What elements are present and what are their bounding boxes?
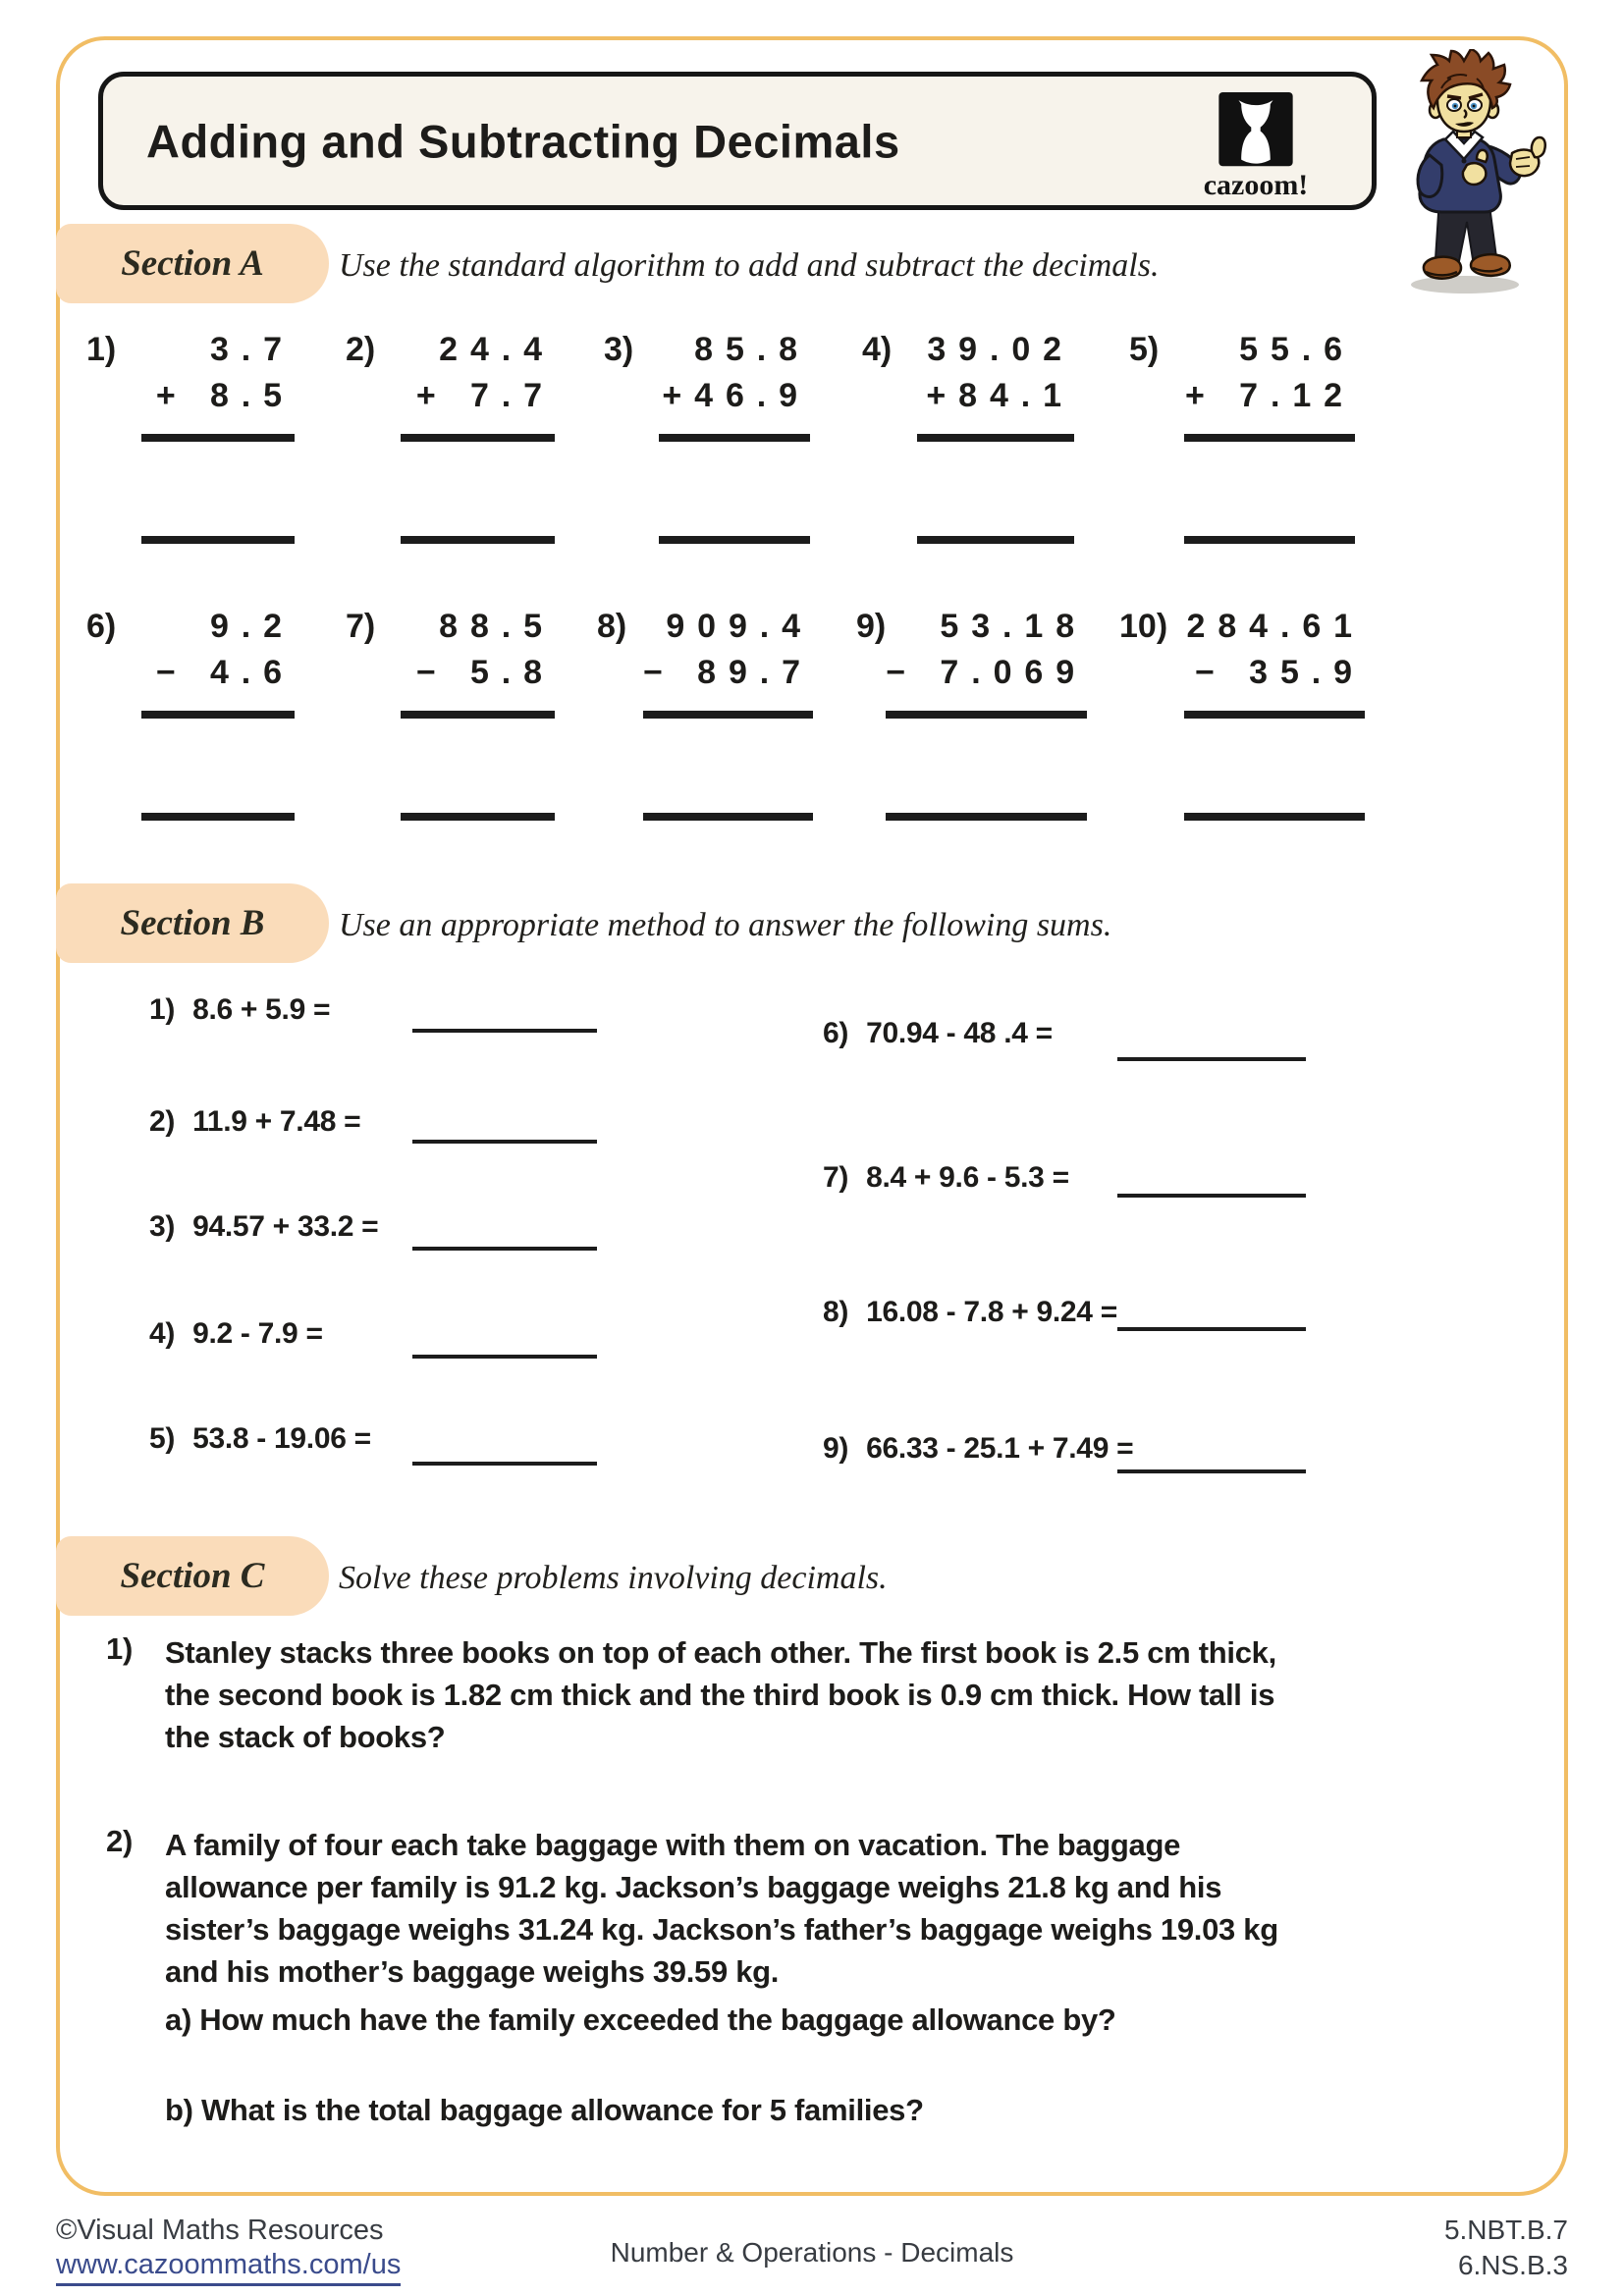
answer-line [141,536,295,544]
problem-number: 4) [149,1317,176,1350]
problem-number: 5) [149,1422,176,1455]
problem-number: 6) [86,608,117,645]
operand-bottom: − 4.6 [155,654,295,691]
answer-line [412,1462,597,1466]
problem-a6 [86,604,295,821]
expression: 53.8 - 19.06 = [192,1422,371,1455]
problem-c1-text: Stanley stacks three books on top of each other. The first book is 2.5 cm thick, the second book is 1.82 cm thick and the third book is 0.9 cm thick. How tall is the stack of books? [165,1635,1276,1754]
operand-top: 55.6 [1239,331,1355,368]
answer-line [886,813,1087,821]
problem-b6 [823,1017,1053,1050]
operand-top: 88.5 [439,608,555,645]
problem-number: 8) [597,608,627,645]
problem-a10 [1119,604,1365,821]
section-c-label: Section C [120,1556,265,1596]
problem-number: 2) [346,331,376,368]
section-a-badge [56,224,329,303]
operand-top: 9.2 [209,608,295,645]
standard-code-2: 6.NS.B.3 [1457,2250,1568,2280]
mascot-boy-illustration [1386,49,1559,296]
operand-bottom: +46.9 [662,377,810,414]
problem-a7 [346,604,555,821]
problem-number: 3) [604,331,634,368]
sum-line [401,434,555,442]
sum-line [643,711,813,719]
section-b-instruction: Use an appropriate method to answer the following sums. [339,907,1112,943]
problem-a4 [862,327,1074,544]
expression: 16.08 - 7.8 + 9.24 = [866,1296,1117,1328]
problem-number: 7) [823,1161,849,1194]
answer-line [401,813,555,821]
answer-line [643,813,813,821]
problem-b2 [149,1105,360,1139]
problem-b1 [149,993,330,1027]
section-c-badge [56,1536,329,1616]
section-a-label: Section A [121,243,264,284]
problem-number: 2) [149,1105,176,1138]
operand-bottom: − 35.9 [1195,654,1365,691]
problem-number: 4) [862,331,893,368]
answer-line [917,536,1074,544]
answer-line [412,1355,597,1359]
expression: 70.94 - 48 .4 = [866,1017,1053,1049]
operand-bottom: − 7.069 [886,654,1088,691]
sum-line [1184,711,1365,719]
footer-link[interactable]: www.cazoommaths.com/us [56,2249,401,2286]
problem-number: 7) [346,608,376,645]
sum-line [917,434,1074,442]
answer-line [1117,1194,1306,1198]
problem-c2-part-a: a) How much have the family exceeded the baggage allowance by? [165,2002,1116,2037]
problem-number: 5) [1129,331,1160,368]
answer-line [1184,813,1365,821]
problem-c2-text: A family of four each take baggage with them on vacation. The baggage allowance per family is 91.2 kg. Jackson’s baggage weighs 21.8 kg and his sister’s baggage weighs 31.24 kg. Jackson’s father’s baggage weighs 19.03 kg and his mother’s baggage weighs 39.59 kg. [165,1828,1278,1989]
problem-b7 [823,1161,1069,1195]
answer-line [412,1029,597,1033]
operand-top: 39.02 [927,331,1074,368]
operand-top: 909.4 [666,608,813,645]
problem-number: 1) [149,993,176,1026]
section-c-instruction: Solve these problems involving decimals. [339,1560,888,1596]
operand-bottom: + 7.12 [1185,377,1355,414]
operand-top: 24.4 [439,331,555,368]
problem-number: 9) [856,608,887,645]
title-box [98,72,1377,210]
page-title: Adding and Subtracting Decimals [146,115,900,167]
expression: 66.33 - 25.1 + 7.49 = [866,1432,1134,1465]
problem-b9 [823,1432,1133,1466]
problem-a8 [597,604,813,821]
footer-copyright: ©Visual Maths Resources [56,2215,384,2246]
operand-bottom: − 5.8 [415,654,555,691]
problem-a5 [1129,327,1355,544]
answer-line [141,813,295,821]
problem-b8 [823,1296,1117,1329]
sum-line [1184,434,1355,442]
problem-number: 8) [823,1296,849,1328]
sum-line [659,434,810,442]
section-b-label: Section B [120,903,265,943]
problem-number: 3) [149,1210,176,1243]
problem-number: 1) [86,331,117,368]
problem-c2-part-b: b) What is the total baggage allowance for 5 families? [165,2093,924,2127]
problem-b4 [149,1317,323,1351]
expression: 8.6 + 5.9 = [192,993,331,1026]
problem-number: 2) [106,1824,133,1858]
expression: 9.2 - 7.9 = [192,1317,323,1350]
answer-line [659,536,810,544]
operand-bottom: +84.1 [926,377,1074,414]
expression: 8.4 + 9.6 - 5.3 = [866,1161,1069,1194]
problem-b3 [149,1210,378,1244]
answer-line [1117,1469,1306,1473]
answer-line [1117,1057,1306,1061]
problem-number: 10) [1119,608,1168,645]
sum-line [141,434,295,442]
problem-number: 9) [823,1432,849,1465]
problem-number: 1) [106,1631,133,1666]
answer-line [412,1140,597,1144]
section-b-badge [56,883,329,963]
problem-number: 6) [823,1017,849,1049]
logo-wordmark: cazoom! [1203,169,1309,201]
sum-line [401,711,555,719]
problem-a1 [86,327,295,544]
drum-icon [1216,92,1296,169]
operand-top: 53.18 [940,608,1088,645]
expression: 11.9 + 7.48 = [192,1105,361,1138]
problem-a9 [856,604,1088,821]
answer-line [412,1247,597,1251]
answer-line [401,536,555,544]
operand-bottom: + 7.7 [415,377,555,414]
problem-a2 [346,327,555,544]
operand-bottom: − 89.7 [643,654,813,691]
operand-top: 284.61 [1186,608,1365,645]
operand-bottom: + 8.5 [155,377,295,414]
sum-line [141,711,295,719]
answer-line [1117,1327,1306,1331]
sum-line [886,711,1087,719]
standard-code-1: 5.NBT.B.7 [1443,2215,1568,2245]
footer-topic: Number & Operations - Decimals [610,2237,1014,2268]
expression: 94.57 + 33.2 = [192,1210,379,1243]
section-a-instruction: Use the standard algorithm to add and subtract the decimals. [339,247,1160,284]
answer-line [1184,536,1355,544]
problem-a3 [604,327,810,544]
cazoom-logo [1197,92,1315,202]
operand-top: 85.8 [694,331,810,368]
problem-b5 [149,1422,371,1456]
operand-top: 3.7 [209,331,295,368]
